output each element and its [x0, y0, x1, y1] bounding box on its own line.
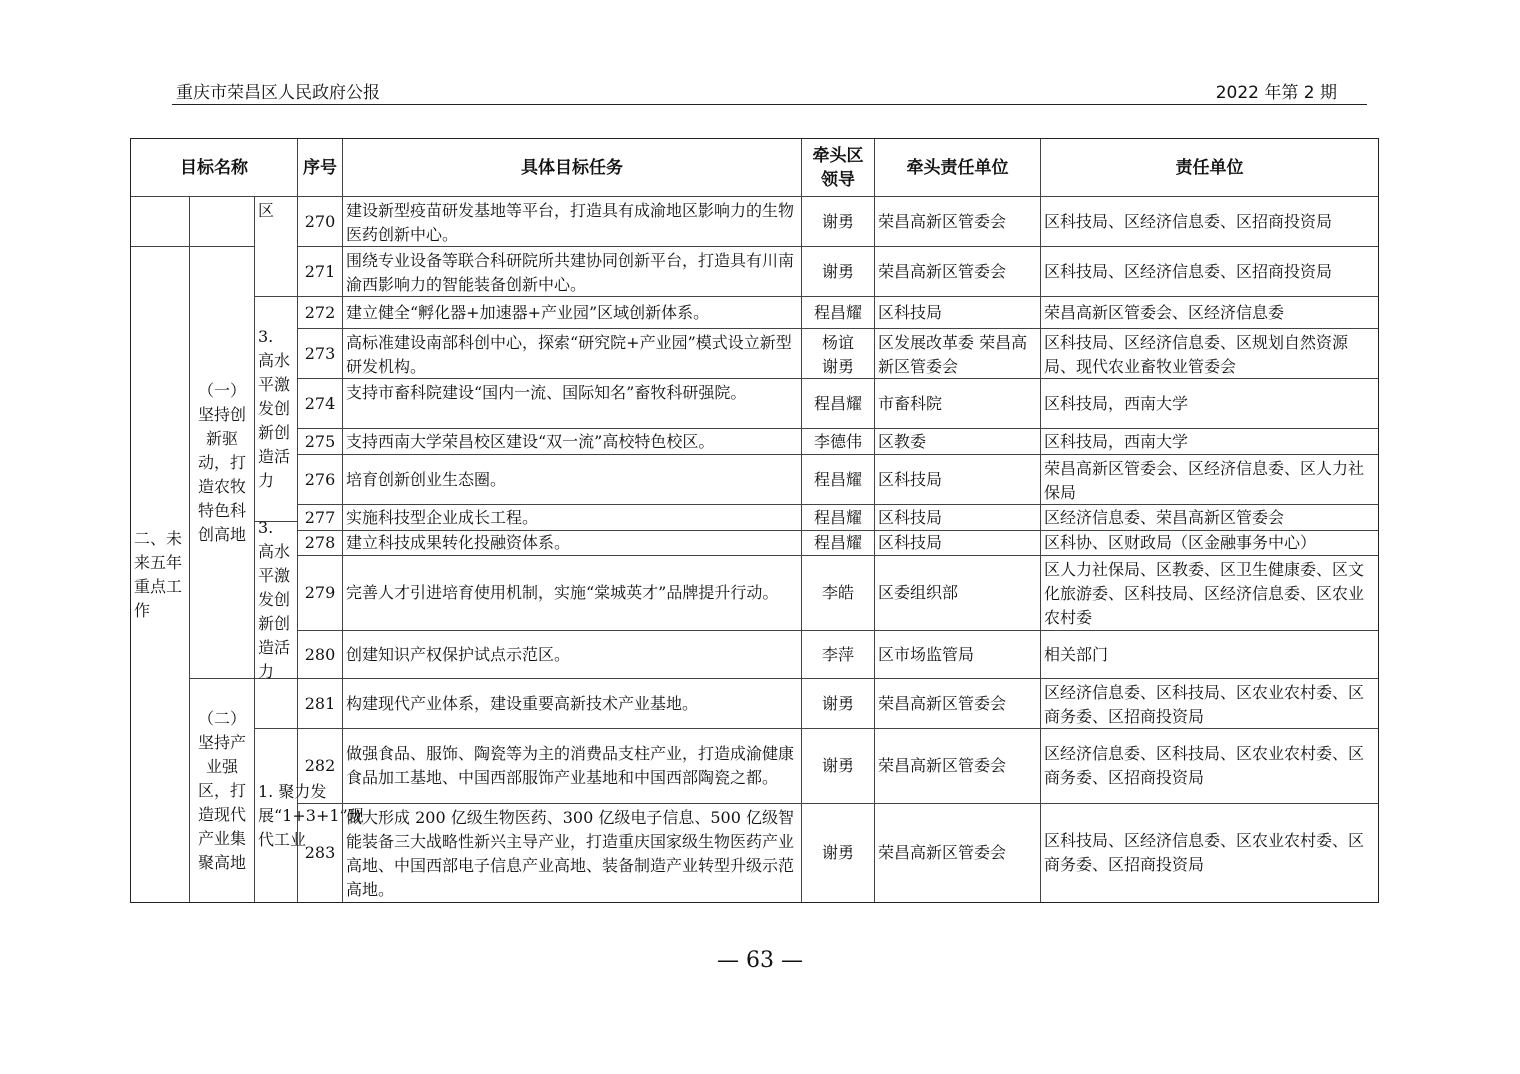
row-seq: 271: [298, 247, 343, 297]
header-units: 责任单位: [1041, 139, 1378, 197]
publication-title: 重庆市荣昌区人民政府公报: [176, 83, 380, 103]
row-task: 建立科技成果转化投融资体系。: [343, 531, 802, 556]
row-lead-unit: 荣昌高新区管委会: [875, 679, 1041, 729]
row-task: 创建知识产权保护试点示范区。: [343, 631, 802, 679]
row-seq: 274: [298, 379, 343, 429]
row-units: 荣昌高新区管委会、区经济信息委: [1041, 297, 1378, 329]
row-units: 区科技局、区经济信息委、区农业农村委、区商务委、区招商投资局: [1044, 831, 1365, 874]
row-task: 建立健全“孵化器+加速器+产业园”区域创新体系。: [343, 297, 802, 329]
sub-empty: [255, 679, 298, 729]
row-lead-unit: 荣昌高新区管委会: [875, 804, 1041, 902]
row-lead-unit: 区科技局: [875, 505, 1041, 531]
row-task: 实施科技型企业成长工程。: [343, 505, 802, 531]
row-leader: 谢勇: [802, 729, 875, 804]
row-units: 区科技局、区经济信息委、区规划自然资源局、现代农业畜牧业管委会: [1041, 329, 1378, 379]
row-task: 围绕专业设备等联合科研院所共建协同创新平台，打造具有川南渝西影响力的智能装备创新中心。: [343, 247, 802, 297]
issue-number: 2022 年第 2 期: [1215, 83, 1337, 103]
row-lead-unit: 区委组织部: [875, 556, 1041, 631]
row-seq: 279: [298, 556, 343, 631]
row-lead-unit: 荣昌高新区管委会: [875, 729, 1041, 804]
row-units: 区科技局、区经济信息委、区招商投资局: [1041, 247, 1378, 297]
row-units: 区科技局，西南大学: [1041, 429, 1378, 455]
row-leader: 谢勇: [802, 804, 875, 902]
row-seq: 283: [298, 804, 343, 902]
row-lead-unit: 荣昌高新区管委会: [875, 197, 1041, 247]
row-leader: 程昌耀: [802, 455, 875, 505]
sub-b: 3. 高水平激发创新创造活力: [255, 522, 298, 679]
row-leader: 李萍: [802, 631, 875, 679]
row-seq: 282: [298, 729, 343, 804]
header-task: 具体目标任务: [343, 139, 802, 197]
row-leader: 杨谊 谢勇: [802, 329, 875, 379]
row-leader: 谢勇: [802, 679, 875, 729]
row-seq: 270: [298, 197, 343, 247]
group1-continued-cell: [190, 197, 255, 247]
header-goal: 目标名称: [131, 139, 298, 197]
sub-c: 1. 聚力发展“1+3+1”现代工业: [255, 729, 298, 902]
row-task: 构建现代产业体系，建设重要高新技术产业基地。: [343, 679, 802, 729]
row-task: 支持市畜科院建设“国内一流、国际知名”畜牧科研强院。: [343, 379, 802, 429]
header-seq: 序号: [298, 139, 343, 197]
group2-goal: （二）坚持产业强区，打造现代产业集聚高地: [190, 679, 255, 902]
level1-goal: 二、未来五年重点工作: [131, 247, 190, 902]
row-units: 区经济信息委、区科技局、区农业农村委、区商务委、区招商投资局: [1041, 679, 1378, 729]
row-leader: 程昌耀: [802, 505, 875, 531]
row-task: 培育创新创业生态圈。: [343, 455, 802, 505]
row-seq: 281: [298, 679, 343, 729]
row-units: 区人力社保局、区教委、区卫生健康委、区文化旅游委、区科技局、区经济信息委、区农业农村委: [1041, 556, 1378, 631]
page-header: [172, 78, 1367, 105]
row-task: 完善人才引进培育使用机制，实施“棠城英才”品牌提升行动。: [343, 556, 802, 631]
row-lead-unit: 区市场监管局: [875, 631, 1041, 679]
row-units: 区科技局、区经济信息委、区招商投资局: [1041, 197, 1378, 247]
row-seq: 273: [298, 329, 343, 379]
row-leader: 程昌耀: [802, 379, 875, 429]
row-lead-unit: 区教委: [875, 429, 1041, 455]
row-leader: 程昌耀: [802, 531, 875, 556]
row-lead-unit: 荣昌高新区管委会: [875, 247, 1041, 297]
row-leader: 谢勇: [802, 247, 875, 297]
row-units: 区科技局，西南大学: [1041, 379, 1378, 429]
row-task: 做大形成 200 亿级生物医药、300 亿级电子信息、500 亿级智能装备三大战略性新兴主导产业，打造重庆国家级生物医药产业高地、中国西部电子信息产业高地、装备制造产业转型升级示范高地。: [343, 804, 802, 902]
group1-goal: （一）坚持创新驱动，打造农牧特色科创高地: [190, 247, 255, 679]
row-task: 建设新型疫苗研发基地等平台，打造具有成渝地区影响力的生物医药创新中心。: [343, 197, 802, 247]
row-leader: 谢勇: [802, 197, 875, 247]
row-seq: 277: [298, 505, 343, 531]
row-lead-unit: 区科技局: [875, 297, 1041, 329]
header-leader: 牵头区领导: [802, 139, 875, 197]
row-lead-unit: 市畜科院: [875, 379, 1041, 429]
row-leader: 李德伟: [802, 429, 875, 455]
sub-a: 3. 高水平激发创新创造活力: [255, 297, 298, 522]
row-units: 区经济信息委、区科技局、区农业农村委、区商务委、区招商投资局: [1041, 729, 1378, 804]
row-leader: 李皓: [802, 556, 875, 631]
row-seq: 278: [298, 531, 343, 556]
row-lead-unit: 区科技局: [875, 531, 1041, 556]
header-lead-unit: 牵头责任单位: [875, 139, 1041, 197]
level1-continued-cell: [131, 197, 190, 247]
row-leader: 程昌耀: [802, 297, 875, 329]
row-seq: 280: [298, 631, 343, 679]
row-lead-unit: 区科技局: [875, 455, 1041, 505]
sub-top: 区: [255, 197, 298, 297]
task-table: [130, 138, 1379, 903]
row-seq: 275: [298, 429, 343, 455]
row-task: 高标准建设南部科创中心，探索“研究院+产业园”模式设立新型研发机构。: [343, 329, 802, 379]
row-units: 区经济信息委、荣昌高新区管委会: [1041, 505, 1378, 531]
row-seq: 276: [298, 455, 343, 505]
row-task: 做强食品、服饰、陶瓷等为主的消费品支柱产业，打造成渝健康食品加工基地、中国西部服饰产业基地和中国西部陶瓷之都。: [343, 729, 802, 804]
row-units: 相关部门: [1041, 631, 1378, 679]
row-units: 荣昌高新区管委会、区经济信息委、区人力社保局: [1041, 455, 1378, 505]
row-lead-unit: 区发展改革委 荣昌高新区管委会: [875, 329, 1041, 379]
row-units: 区科协、区财政局（区金融事务中心）: [1041, 531, 1378, 556]
row-seq: 272: [298, 297, 343, 329]
page-number: — 63 —: [717, 948, 803, 973]
row-task: 支持西南大学荣昌校区建设“双一流”高校特色校区。: [343, 429, 802, 455]
